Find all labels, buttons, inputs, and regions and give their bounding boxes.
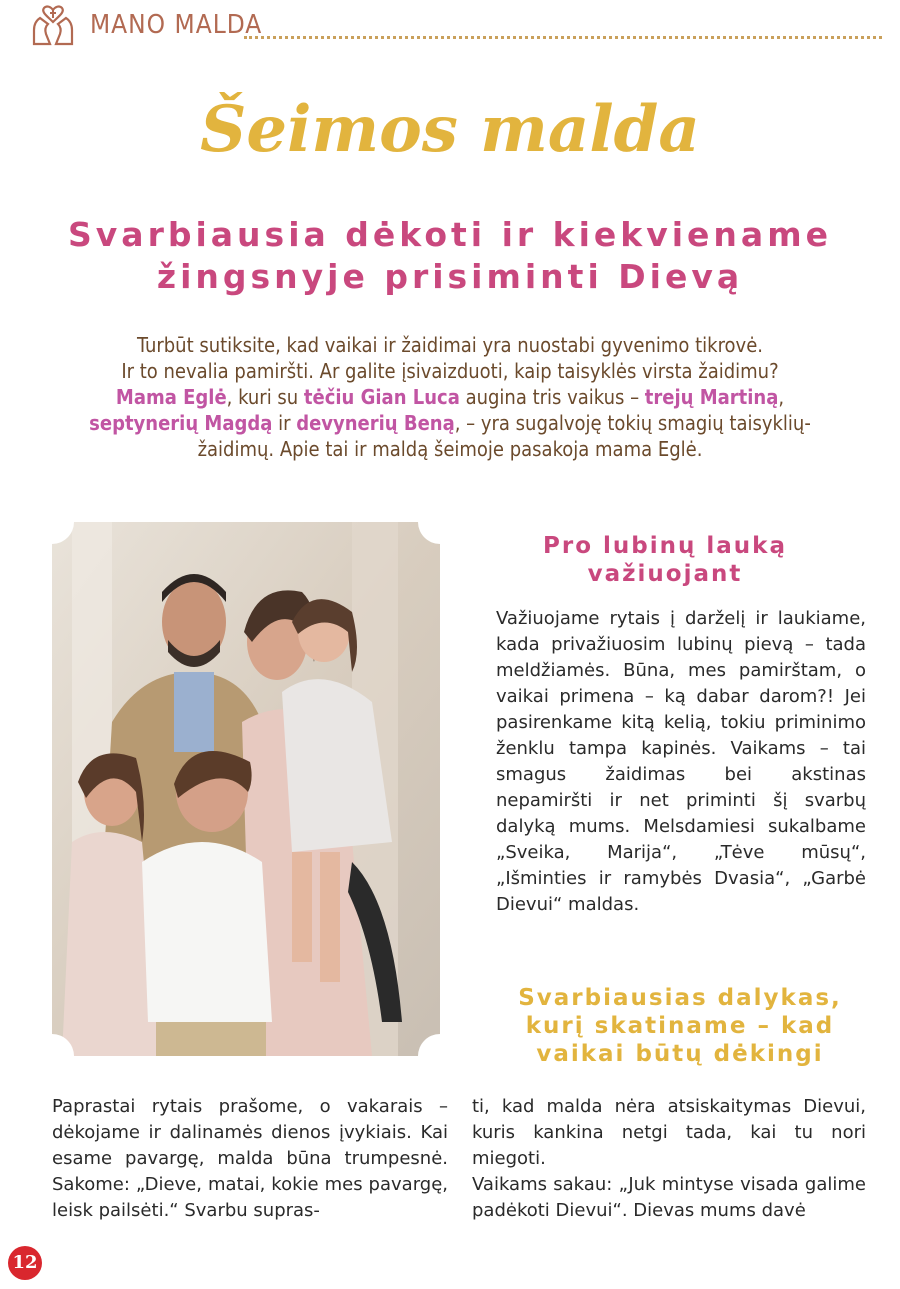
bottom-right-paragraph-1: ti, kad malda nėra atsiskaitymas Dievui, kuris kankina netgi tada, kai tu nori miegoti. — [472, 1096, 866, 1169]
header-dotted-rule — [244, 36, 882, 39]
section1-heading-line-2: važiuojant — [587, 561, 743, 587]
section1-heading — [500, 532, 830, 588]
page-number-badge: 12 — [8, 1246, 42, 1280]
subtitle-line-2: žingsnyje prisiminti Dievą — [156, 257, 744, 296]
bottom-right-column — [472, 1094, 866, 1224]
section-label: MANO MALDA — [90, 10, 263, 40]
name-benas: devynerių Beną — [296, 411, 455, 435]
family-photo — [52, 522, 440, 1056]
section1-body: Važiuojame rytais į darželį ir laukiame, kada privažiuosim lubinų pievą – tada meldžiamės. Būna, mes pamirštam, o vaikai primena – ką dabar darom?! Jei pasirenkame kitą kelią, tokiu priminimo ženklu tampa kapinės. Vaikams – tai smagus žaidimas bei akstinas nepamiršti ir net priminti šį svarbų dalyką mums. Melsdamiesi sukalbame „Sveika, Marija“, „Tėve mūsų“, „Išminties ir ramybės Dvasia“, „Garbė Dievui“ maldas. — [496, 608, 866, 915]
intro-text: , — [778, 385, 785, 409]
section2-heading — [480, 984, 880, 1068]
section1-heading-line-1: Pro lubinų lauką — [543, 533, 787, 559]
praying-hands-heart-icon — [28, 4, 78, 48]
section2-heading-line-3: vaikai būtų dėkingi — [536, 1041, 824, 1067]
intro-text: ir — [272, 411, 297, 435]
intro-line-3 — [80, 384, 820, 410]
intro-text: augina tris vaikus – — [459, 385, 645, 409]
section2-heading-line-1: Svarbiausias dalykas, — [518, 985, 842, 1011]
family-photo-illustration — [52, 522, 440, 1056]
intro-line-2: Ir to nevalia pamiršti. Ar galite įsivaizduoti, kaip taisyklės virsta žaidimu? — [121, 359, 779, 383]
name-mama-egle: Mama Eglė — [115, 385, 227, 409]
article-subtitle — [60, 214, 840, 298]
name-magda: septynerių Magdą — [89, 411, 273, 435]
bottom-right-paragraph-2: Vaikams sakau: „Juk mintyse visada galime padėkoti Dievui“. Dievas mums davė — [472, 1174, 866, 1221]
name-tetis-gian-luca: tėčiu Gian Luca — [303, 385, 460, 409]
name-martina: trejų Martiną — [644, 385, 779, 409]
section2-heading-line-2: kurį skatiname – kad — [525, 1013, 835, 1039]
intro-text: , – yra sugalvoję tokių smagių taisyklių- — [454, 411, 811, 435]
page-header — [22, 4, 882, 48]
bottom-left-column: Paprastai rytais prašome, o vakarais – dėkojame ir dalinamės dienos įvykiais. Kai esame pavargę, malda būna trumpesnė. Sakome: „Dieve, matai, kokie mes pavargę, leisk pailsėti.“ Svarbu supras- — [52, 1096, 448, 1221]
intro-line-4 — [80, 410, 820, 436]
intro-paragraph — [80, 332, 820, 462]
intro-line-5: žaidimų. Apie tai ir maldą šeimoje pasakoja mama Eglė. — [197, 437, 703, 461]
article-title: Šeimos malda — [200, 92, 700, 167]
subtitle-line-1: Svarbiausia dėkoti ir kiekviename — [68, 215, 832, 254]
intro-line-1: Turbūt sutiksite, kad vaikai ir žaidimai yra nuostabi gyvenimo tikrovė. — [137, 333, 763, 357]
intro-text: , kuri su — [226, 385, 304, 409]
